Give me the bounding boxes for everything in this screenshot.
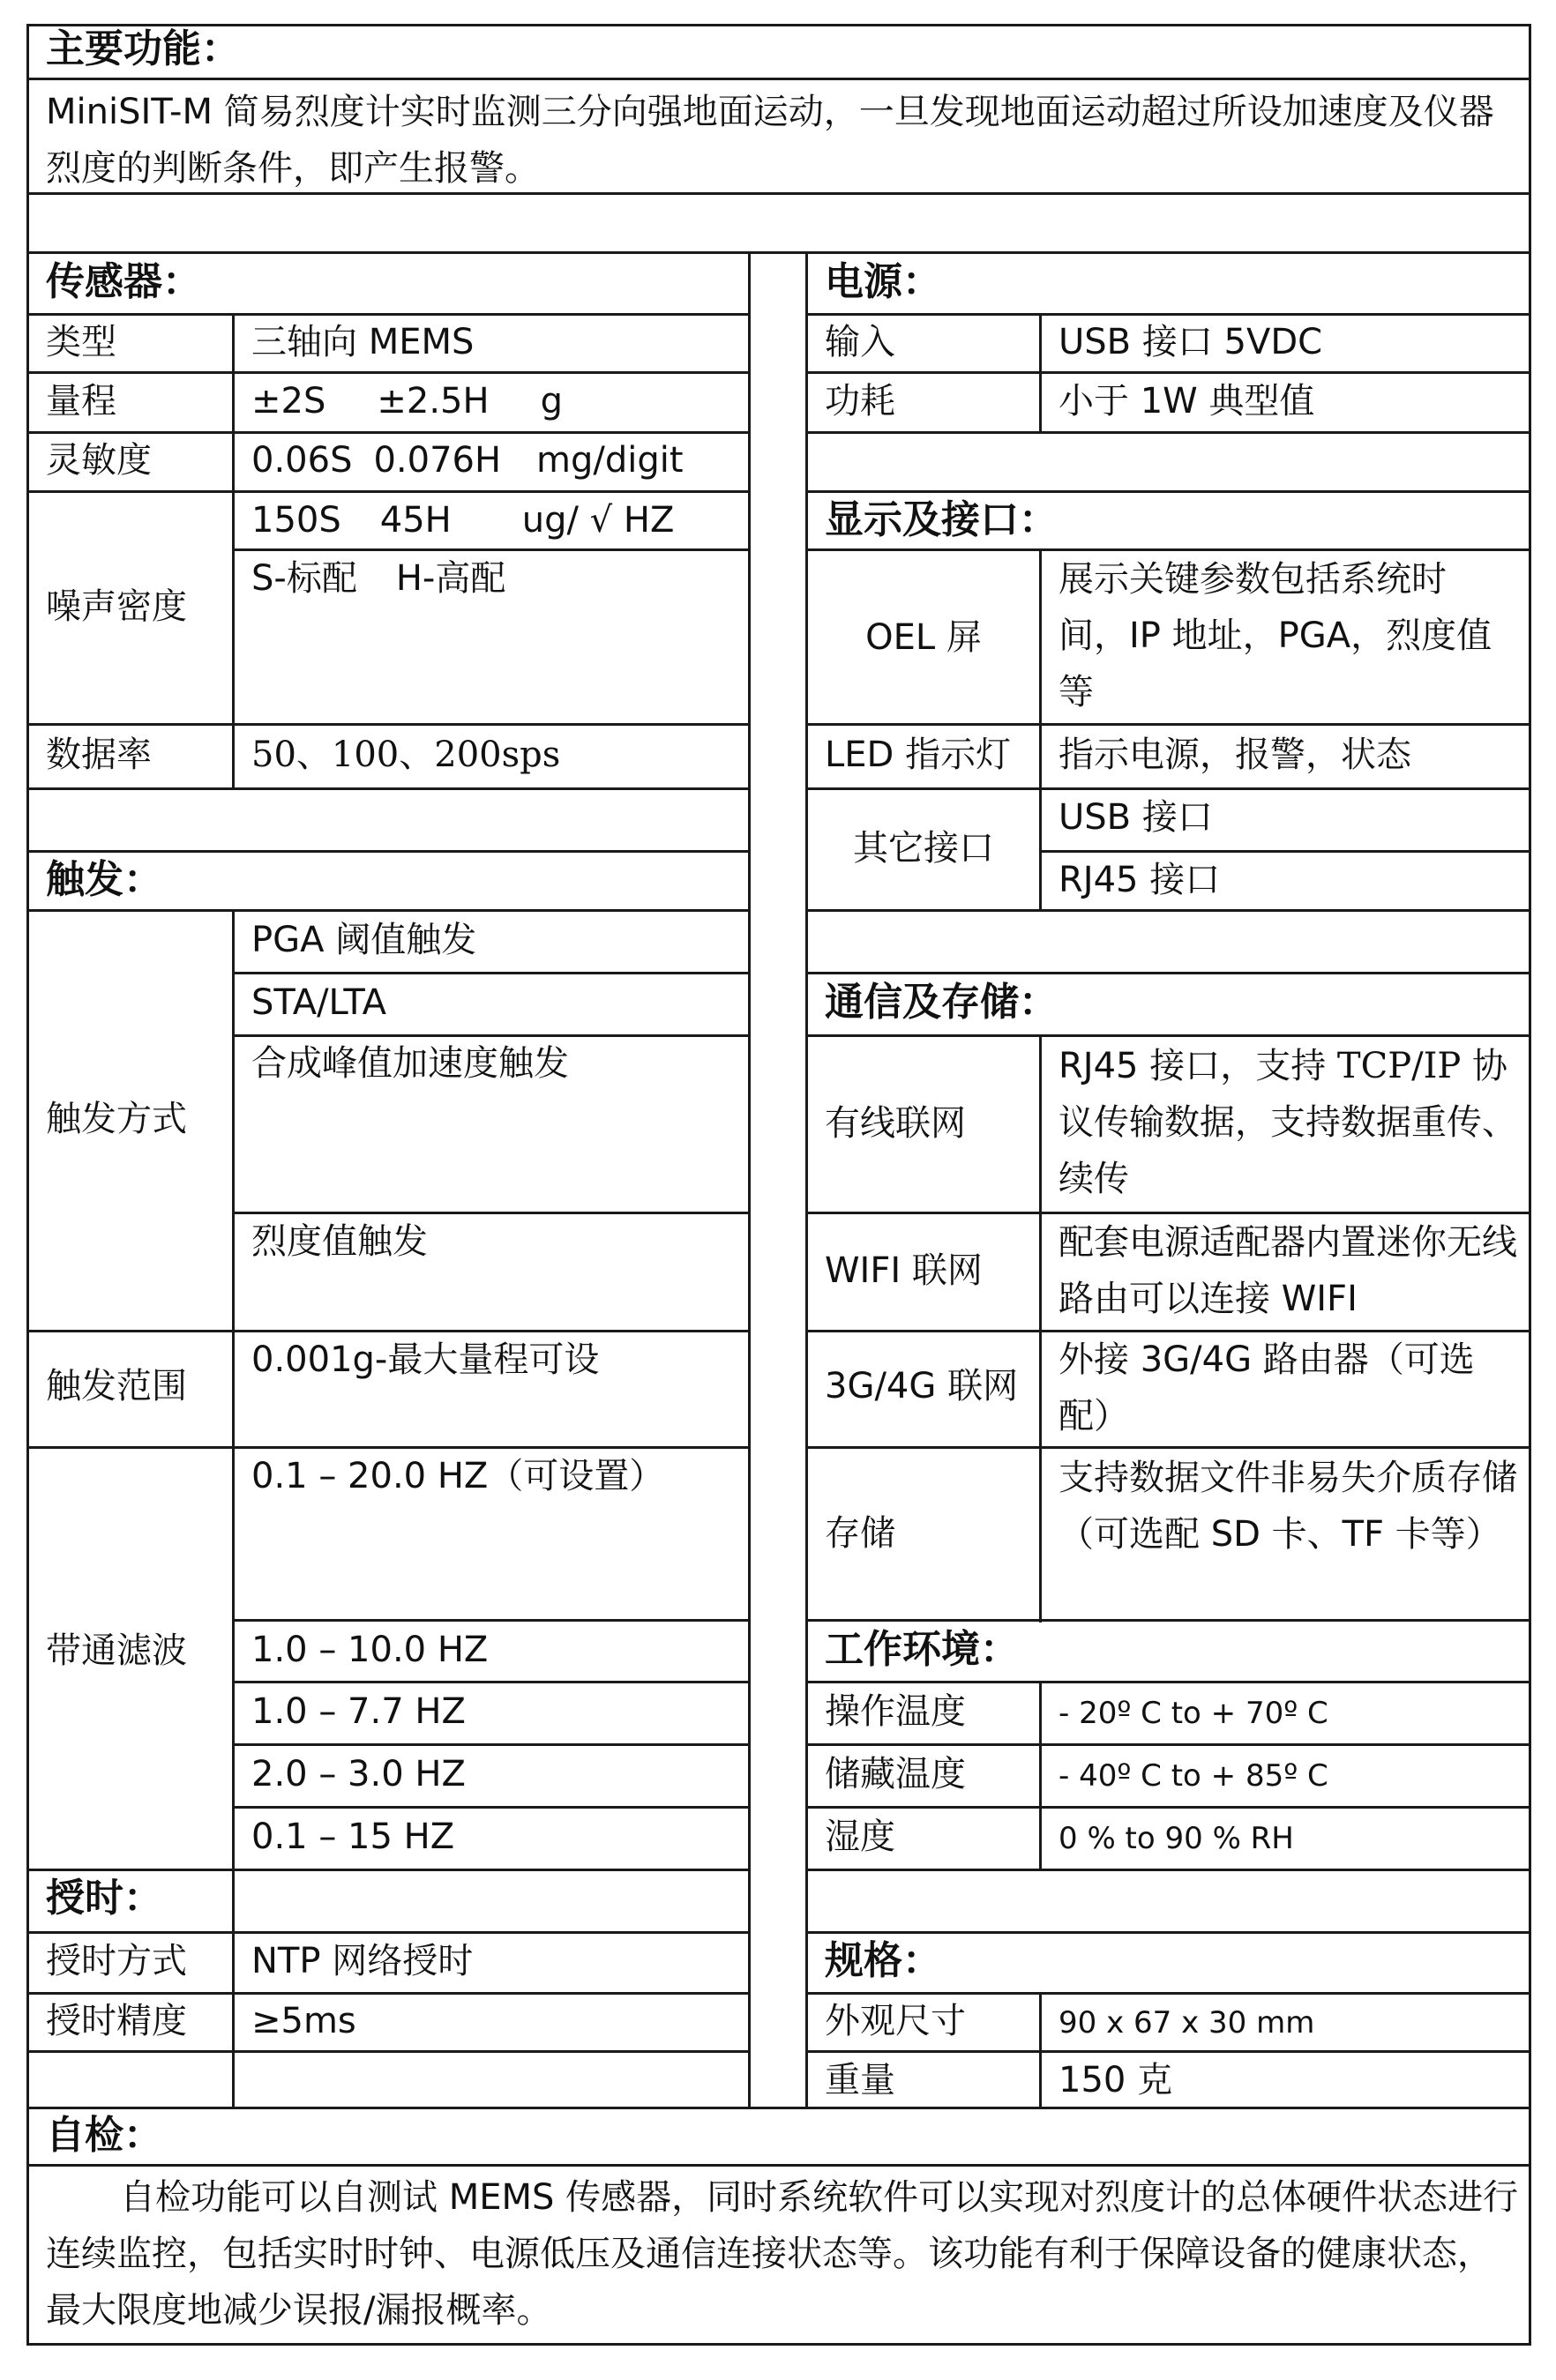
- comm-wired-label: 有线联网: [825, 1103, 966, 1144]
- rule: [805, 2050, 1531, 2053]
- rule: [26, 490, 751, 493]
- rule: [805, 909, 1531, 912]
- comm-title: 通信及存储：: [825, 980, 1058, 1025]
- display-oel-value: 展示关键参数包括系统时间，IP 地址，PGA，烈度值等: [1059, 559, 1492, 713]
- filter-3: 1.0 – 7.7 HZ: [251, 1691, 466, 1732]
- rule: [1039, 850, 1531, 853]
- sensor-rate-label: 数据率: [46, 735, 152, 775]
- timing-precision-label: 授时精度: [46, 2001, 187, 2041]
- noise-s: 150S: [251, 500, 341, 541]
- rule: [26, 1330, 751, 1332]
- rule: [805, 1931, 1531, 1934]
- sensor-rate-value: 50、100、200sps: [251, 735, 561, 775]
- noise-h: 45H: [379, 500, 452, 541]
- selftest-text: 自检功能可以自测试 MEMS 传感器，同时系统软件可以实现对烈度计的总体硬件状态进行连续监控，包括实时时钟、电源低压及通信连接状态等。该功能有利于保障设备的健康状态，最大限度地减少误报/漏报概率。: [46, 2177, 1519, 2331]
- spec-size-value: 90 x 67 x 30 mm: [1059, 2005, 1315, 2041]
- rule: [805, 1869, 1531, 1871]
- rule: [26, 1992, 751, 1995]
- sensor-sens-label: 灵敏度: [46, 440, 152, 481]
- rule: [805, 313, 1531, 316]
- rule: [805, 431, 1531, 434]
- sensor-type-value: 三轴向 MEMS: [251, 322, 475, 362]
- trigger-title: 触发：: [46, 857, 162, 902]
- rule: [232, 313, 235, 723]
- rule: [26, 1446, 751, 1449]
- rule: [26, 1869, 751, 1871]
- display-other-rj45: RJ45 接口: [1059, 860, 1221, 900]
- range-unit: g: [540, 381, 563, 422]
- comm-storage-label: 存储: [825, 1513, 895, 1554]
- trigger-range-label: 触发范围: [46, 1366, 187, 1406]
- rule: [26, 2107, 1531, 2109]
- noise-note-s: S-标配: [251, 558, 357, 599]
- sensor-type-label: 类型: [46, 322, 116, 362]
- filter-2: 1.0 – 10.0 HZ: [251, 1630, 489, 1670]
- rule: [232, 1743, 751, 1746]
- display-other-usb: USB 接口: [1059, 797, 1213, 838]
- rule: [26, 313, 751, 316]
- rule: [805, 787, 1531, 790]
- filter-5: 0.1 – 15 HZ: [251, 1817, 455, 1857]
- filter-1: 0.1 – 20.0 HZ（可设置）: [251, 1456, 665, 1496]
- rule: [805, 723, 1531, 726]
- rule: [1039, 548, 1042, 909]
- env-humid-label: 湿度: [825, 1817, 895, 1857]
- rule: [26, 1931, 751, 1934]
- rule: [26, 787, 751, 790]
- trigger-mode-1: PGA 阈值触发: [251, 920, 477, 960]
- comm-storage-value: 支持数据文件非易失介质存储（可选配 SD 卡、TF 卡等）: [1059, 1458, 1517, 1555]
- comm-cell-value: 外接 3G/4G 路由器（可选配）: [1059, 1339, 1475, 1436]
- rule: [805, 1806, 1531, 1809]
- rule: [232, 972, 751, 974]
- wired-b: TCP/IP: [1336, 1046, 1462, 1086]
- display-oel-label: OEL 屏: [865, 617, 982, 658]
- rule: [26, 431, 751, 434]
- power-input-value: USB 接口 5VDC: [1059, 322, 1323, 362]
- rule: [805, 490, 1531, 493]
- spec-title: 规格：: [825, 1938, 941, 1983]
- rule: [232, 1034, 751, 1037]
- rule: [1039, 1681, 1042, 1869]
- sensor-noise-label: 噪声密度: [46, 586, 187, 627]
- timing-mode-value: NTP 网络授时: [251, 1941, 474, 1981]
- rule: [26, 251, 1531, 254]
- display-other-label: 其它接口: [853, 828, 994, 869]
- rule: [26, 723, 751, 726]
- filter-label: 带通滤波: [46, 1630, 187, 1671]
- rule: [232, 909, 235, 2107]
- sensor-title: 传感器：: [46, 259, 201, 304]
- sens-h: 0.076H: [373, 440, 502, 481]
- trigger-mode-2: STA/LTA: [251, 982, 387, 1023]
- sens-unit: mg/digit: [536, 440, 684, 481]
- wired-a: RJ45 接口，支持: [1059, 1046, 1337, 1086]
- rule: [805, 371, 1531, 374]
- trigger-mode-3: 合成峰值加速度触发: [251, 1043, 569, 1084]
- env-humid-value: 0 % to 90 % RH: [1059, 1821, 1294, 1856]
- wired-c: 协议传输数据，支持数据重传、续传: [1059, 1046, 1517, 1199]
- rule: [26, 24, 1531, 26]
- trigger-mode-4: 烈度值触发: [251, 1221, 428, 1262]
- rule: [232, 1212, 751, 1214]
- main-function-text: MiniSIT-M 简易烈度计实时监测三分向强地面运动，一旦发现地面运动超过所设加速度及仪器烈度的判断条件，即产生报警。: [46, 92, 1494, 189]
- selftest-title: 自检：: [46, 2113, 162, 2158]
- sensor-noise-value: [251, 499, 674, 541]
- rule: [26, 2343, 1531, 2346]
- rule: [232, 1619, 751, 1622]
- display-led-label: LED 指示灯: [825, 735, 1012, 775]
- power-input-label: 输入: [825, 322, 895, 362]
- env-store-label: 储藏温度: [825, 1754, 966, 1794]
- power-title: 电源：: [825, 259, 941, 304]
- comm-wired-value: [1059, 1038, 1517, 1207]
- power-consumption-value: 小于 1W 典型值: [1059, 381, 1315, 422]
- comm-wifi-value: 配套电源适配器内置迷你无线路由可以连接 WIFI: [1059, 1222, 1517, 1319]
- trigger-range-value: 0.001g-最大量程可设: [251, 1339, 600, 1380]
- rule: [26, 2164, 1531, 2167]
- env-op-value: - 20º C to + 70º C: [1059, 1696, 1328, 1731]
- comm-wifi-label: WIFI 联网: [825, 1250, 983, 1291]
- sensor-range-value: [251, 380, 563, 422]
- rule: [805, 1992, 1531, 1995]
- rule: [26, 850, 751, 853]
- rule: [805, 1446, 1531, 1449]
- range-s: ±2S: [251, 381, 326, 422]
- trigger-mode-label: 触发方式: [46, 1099, 187, 1139]
- rule: [26, 2050, 751, 2053]
- spec-size-label: 外观尺寸: [825, 2001, 966, 2041]
- sensor-noise-note: [251, 557, 505, 600]
- rule: [805, 1034, 1531, 1037]
- rule: [805, 251, 808, 2109]
- rule: [805, 1619, 1531, 1622]
- rule: [26, 371, 751, 374]
- rule: [1039, 1034, 1042, 1623]
- timing-title: 授时：: [46, 1876, 162, 1921]
- spec-weight-label: 重量: [825, 2060, 895, 2100]
- display-title: 显示及接口：: [825, 497, 1058, 542]
- filter-4: 2.0 – 3.0 HZ: [251, 1754, 466, 1794]
- power-consumption-label: 功耗: [825, 381, 895, 422]
- env-op-label: 操作温度: [825, 1691, 966, 1732]
- rule: [232, 548, 751, 551]
- sensor-sens-value: [251, 439, 684, 481]
- timing-mode-label: 授时方式: [46, 1941, 187, 1981]
- main-function-title: 主要功能：: [46, 26, 240, 71]
- env-store-value: - 40º C to + 85º C: [1059, 1758, 1328, 1794]
- rule: [805, 1681, 1531, 1683]
- rule: [748, 251, 751, 2109]
- rule: [232, 1681, 751, 1683]
- range-h: ±2.5H: [377, 381, 490, 422]
- comm-cell-label: 3G/4G 联网: [825, 1366, 1019, 1406]
- spec-weight-value: 150 克: [1059, 2060, 1173, 2100]
- rule: [805, 1743, 1531, 1746]
- noise-unit: ug/ √ HZ: [521, 500, 675, 541]
- rule: [26, 78, 1531, 80]
- timing-precision-value: ≥5ms: [251, 2001, 356, 2041]
- rule: [232, 723, 235, 787]
- noise-note-h: H-高配: [395, 558, 506, 599]
- sens-s: 0.06S: [251, 440, 353, 481]
- rule: [26, 909, 751, 912]
- display-led-value: 指示电源，报警，状态: [1059, 735, 1411, 775]
- env-title: 工作环境：: [825, 1627, 1019, 1672]
- rule: [232, 1806, 751, 1809]
- rule: [805, 972, 1531, 974]
- sensor-range-label: 量程: [46, 381, 116, 422]
